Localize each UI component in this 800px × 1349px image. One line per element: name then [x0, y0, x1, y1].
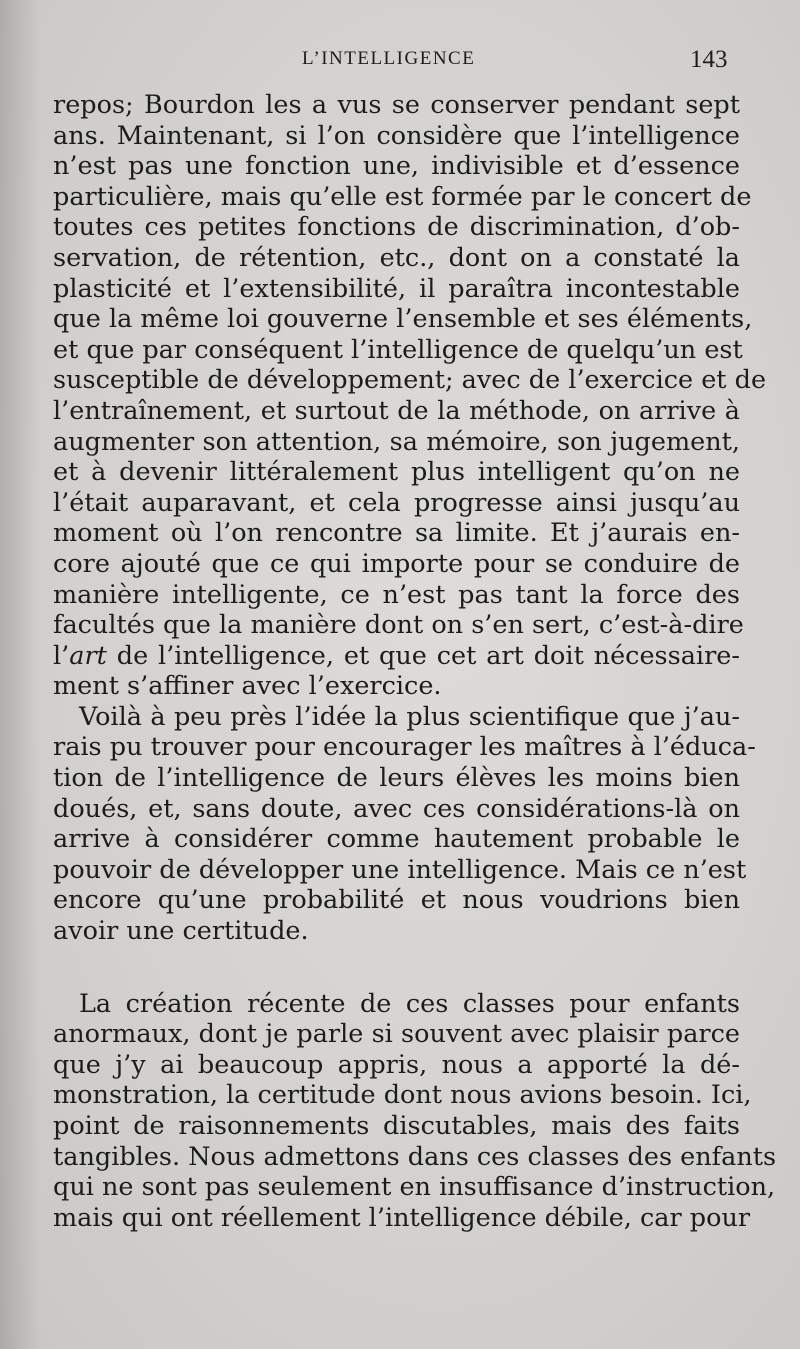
text-line: core ajouté que ce qui importe pour se conduire de [53, 548, 740, 579]
section-gap [53, 947, 740, 989]
text-line: que la même loi gouverne l’ensemble et ses éléments, [53, 304, 753, 335]
text-line: tangibles. Nous admettons dans ces classes des enfants [53, 1141, 777, 1172]
text-line: susceptible de développement; avec de l’exercice et de [53, 365, 767, 396]
text-line [53, 641, 740, 672]
text-line: point de raisonnements discutables, mais des faits [53, 1111, 740, 1141]
text-line: doués, et, sans doute, avec ces considérations-là on [53, 793, 740, 824]
text-line: augmenter son attention, sa mémoire, son jugement, [53, 426, 740, 457]
text-line: toutes ces petites fonctions de discrimination, d’ob- [53, 212, 740, 243]
page-header [0, 46, 800, 76]
text-line: ans. Maintenant, si l’on considère que l’intelligence [53, 120, 740, 151]
text-line: rais pu trouver pour encourager les maîtres à l’éduca- [53, 732, 756, 763]
text-line: mais qui ont réellement l’intelligence débile, car pour [53, 1202, 751, 1233]
text-line: manière intelligente, ce n’est pas tant la force des [53, 579, 740, 610]
binding-shadow [0, 0, 40, 1349]
text-line: n’est pas une fonction une, indivisible et d’essence [53, 151, 740, 182]
text-line: repos; Bourdon les a vus se conserver pendant sept [53, 90, 740, 120]
paragraph-2 [53, 701, 756, 947]
body-text [53, 90, 777, 1233]
text-line: moment où l’on rencontre sa limite. Et j’aurais en- [53, 518, 740, 549]
italic-word: art [69, 640, 107, 671]
running-head: L’INTELLIGENCE [302, 48, 476, 69]
text-line: servation, de rétention, etc., dont on a constaté la [53, 242, 740, 273]
text-line: et que par conséquent l’intelligence de quelqu’un est [53, 334, 743, 365]
text-line: et à devenir littéralement plus intelligent qu’on ne [53, 457, 740, 488]
text-line: anormaux, dont je parle si souvent avec plaisir parce [53, 1019, 740, 1050]
paragraph-3 [53, 988, 777, 1234]
text-segment: de l’intelligence, et que cet art doit nécessaire- [106, 640, 740, 671]
text-line: Voilà à peu près l’idée la plus scientifique que j’au- [79, 701, 740, 732]
paragraph-1 [53, 90, 767, 702]
text-line: tion de l’intelligence de leurs élèves les moins bien [53, 763, 740, 794]
text-line: l’entraînement, et surtout de la méthode, on arrive à [53, 395, 740, 426]
text-line: l’était auparavant, et cela progresse ainsi jusqu’au [53, 487, 740, 518]
text-line: pouvoir de développer une intelligence. Mais ce n’est [53, 854, 747, 885]
text-line: avoir une certitude. [53, 916, 309, 947]
page-number: 143 [690, 46, 728, 73]
text-segment: l’ [53, 640, 70, 671]
text-line: particulière, mais qu’elle est formée par le concert de [53, 181, 752, 212]
text-line: plasticité et l’extensibilité, il paraîtra incontestable [53, 273, 740, 304]
text-line: qui ne sont pas seulement en insuffisance d’instruction, [53, 1172, 776, 1203]
text-line: facultés que la manière dont on s’en sert, c’est-à-dire [53, 610, 744, 641]
text-line: arrive à considérer comme hautement probable le [53, 824, 740, 855]
text-line: encore qu’une probabilité et nous voudrions bien [53, 885, 740, 916]
text-line: monstration, la certitude dont nous avions besoin. Ici, [53, 1080, 752, 1111]
text-line: ment s’affiner avec l’exercice. [53, 671, 442, 702]
text-line: La création récente de ces classes pour enfants [79, 988, 740, 1019]
text-line: que j’y ai beaucoup appris, nous a apporté la dé- [53, 1049, 740, 1080]
